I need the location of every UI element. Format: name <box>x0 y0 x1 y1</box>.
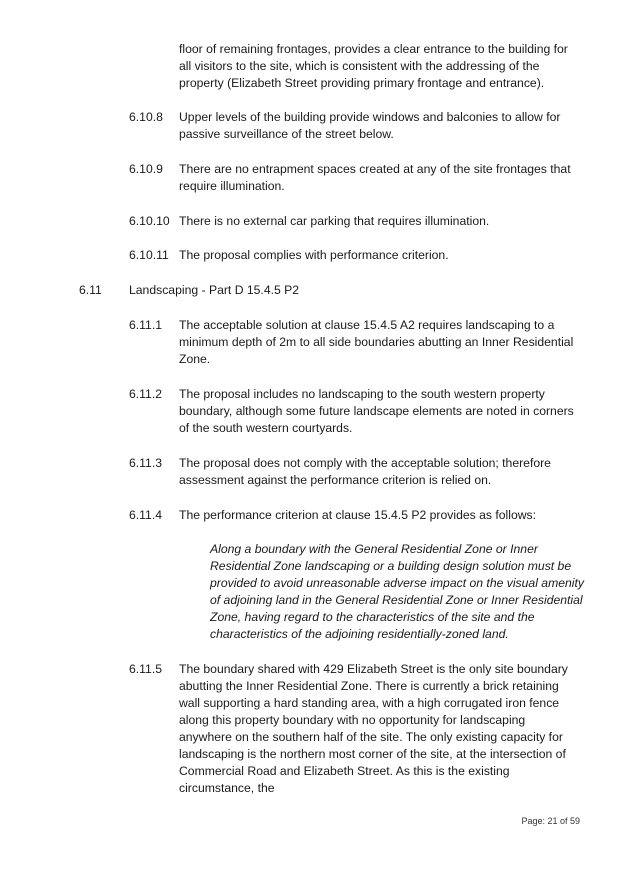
clause-6-10-10 <box>129 213 579 230</box>
clause-text: The proposal does not comply with the acceptable solution; therefore assessment against the performance criterion is relied on. <box>179 456 551 487</box>
clause-6-11-2 <box>129 386 579 437</box>
quoted-criterion: Along a boundary with the General Residential Zone or Inner Residential Zone landscaping or a building design solution must be provided to avoid unreasonable adverse impact on the visual amenity of adjoining land in the General Residential Zone or Inner Residential Zone, having regard to the characteristics of the site and the characteristics of the adjoining residentially-zoned land. <box>210 542 584 641</box>
clause-6-11-1 <box>129 317 579 368</box>
clause-6-10-9 <box>129 161 579 195</box>
section-title: Landscaping - Part D 15.4.5 P2 <box>129 283 300 297</box>
clause-6-11-3 <box>129 455 579 489</box>
clause-text: Upper levels of the building provide windows and balconies to allow for passive surveillance of the street below. <box>179 110 561 141</box>
page-number: Page: 21 of 59 <box>521 816 580 826</box>
clause-text: The acceptable solution at clause 15.4.5 A2 requires landscaping to a minimum depth of 2m to all side boundaries abutting an Inner Residential Zone. <box>179 318 574 366</box>
section-heading <box>79 282 579 299</box>
clause-number: 6.10.9 <box>129 162 163 176</box>
clause-number: 6.11.3 <box>129 456 162 470</box>
clause-text: There are no entrapment spaces created at any of the site frontages that require illumination. <box>179 162 571 193</box>
clause-number: 6.11.2 <box>129 387 162 401</box>
clause-number: 6.11.5 <box>129 662 162 676</box>
clause-text: The performance criterion at clause 15.4.5 P2 provides as follows: <box>179 508 537 522</box>
section-number: 6.11 <box>79 283 102 297</box>
clause-number: 6.10.8 <box>129 110 163 124</box>
continued-paragraph: floor of remaining frontages, provides a clear entrance to the building for all visitors to the site, which is consistent with the addressing of the property (Elizabeth Street providing primary frontage and entrance). <box>179 42 568 90</box>
clause-number: 6.11.1 <box>129 318 162 332</box>
clause-6-11-4 <box>129 507 579 524</box>
clause-number: 6.10.11 <box>129 248 169 262</box>
clause-6-10-11 <box>129 247 579 264</box>
clause-text: There is no external car parking that requires illumination. <box>179 214 490 228</box>
clause-text: The proposal includes no landscaping to the south western property boundary, although some future landscape elements are noted in corners of the south western courtyards. <box>179 387 574 435</box>
clause-number: 6.11.4 <box>129 508 162 522</box>
clause-6-11-5 <box>129 661 579 797</box>
clause-text: The proposal complies with performance criterion. <box>179 248 449 262</box>
clause-6-10-8 <box>129 109 579 143</box>
clause-text: The boundary shared with 429 Elizabeth Street is the only site boundary abutting the Inner Residential Zone. There is currently a brick retaining wall supporting a hard standing area, with a high corrugated iron fence along this property boundary with no opportunity for landscaping anywhere on the southern half of the site. The only existing capacity for landscaping is the northern most corner of the site, at the intersection of Commercial Road and Elizabeth Street. As this is the existing circumstance, the <box>179 662 568 795</box>
clause-number: 6.10.10 <box>129 214 170 228</box>
